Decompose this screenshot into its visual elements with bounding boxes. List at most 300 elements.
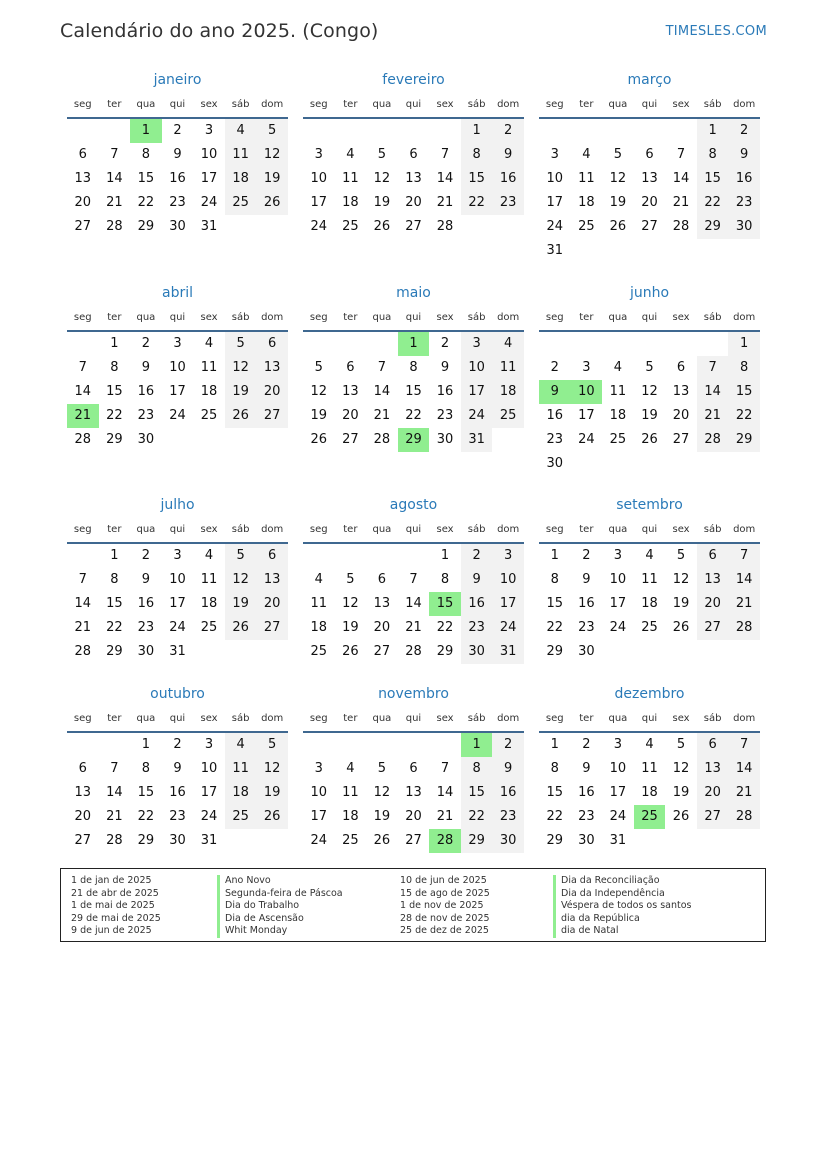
day-cell: 10 bbox=[200, 761, 218, 776]
weekday-header bbox=[303, 99, 524, 117]
weekday-label: dom bbox=[497, 524, 520, 535]
day-cell: 7 bbox=[440, 147, 450, 162]
day-cell: 25 bbox=[342, 219, 359, 234]
legend-date: 29 de mai de 2025 bbox=[71, 912, 161, 924]
day-cell: 19 bbox=[225, 380, 257, 404]
weekday-label: seg bbox=[545, 524, 564, 535]
day-cell: 28 bbox=[728, 616, 760, 640]
weekday-header bbox=[303, 713, 524, 731]
legend-date: 1 de mai de 2025 bbox=[71, 900, 155, 912]
day-cell: 5 bbox=[377, 147, 387, 162]
day-cell: 12 bbox=[373, 171, 391, 186]
day-cell: 22 bbox=[546, 620, 564, 635]
day-cell: 29 bbox=[546, 644, 564, 659]
day-cell: 29 bbox=[137, 219, 155, 234]
weekday-label: sex bbox=[436, 524, 454, 535]
day-cell: 5 bbox=[377, 761, 387, 776]
day-cell: 20 bbox=[641, 195, 658, 210]
day-cell: 8 bbox=[697, 143, 729, 167]
day-cell: 19 bbox=[672, 785, 690, 800]
legend-holiday-name: Dia da Reconciliação bbox=[553, 875, 691, 888]
day-cell: 4 bbox=[645, 548, 654, 563]
day-cell: 15 bbox=[546, 785, 564, 800]
weekday-label: qua bbox=[136, 713, 156, 724]
day-cell: 3 bbox=[613, 548, 623, 563]
day-cell: 6 bbox=[256, 544, 288, 568]
day-cell: 3 bbox=[492, 544, 524, 568]
day-cell: 8 bbox=[110, 572, 119, 587]
day-cell: 23 bbox=[728, 191, 760, 215]
day-cell: 29 bbox=[106, 644, 123, 659]
day-cell: 31 bbox=[200, 219, 218, 234]
day-cell: 19 bbox=[342, 620, 359, 635]
weekday-label: dom bbox=[733, 99, 756, 110]
day-cell: 4 bbox=[492, 332, 524, 356]
weekday-label: ter bbox=[579, 713, 594, 724]
day-cell: 2 bbox=[141, 548, 151, 563]
weekday-label: dom bbox=[733, 524, 756, 535]
weekday-label: qua bbox=[136, 524, 156, 535]
day-cell: 12 bbox=[310, 384, 328, 399]
weekday-label: sáb bbox=[467, 713, 486, 724]
day-cell: 6 bbox=[377, 572, 387, 587]
weekday-label: sex bbox=[672, 524, 690, 535]
day-cell: 7 bbox=[676, 147, 686, 162]
weekday-label: dom bbox=[733, 713, 756, 724]
weekday-label: sex bbox=[200, 99, 218, 110]
day-cell: 19 bbox=[225, 592, 257, 616]
day-cell: 25 bbox=[200, 620, 218, 635]
legend-left-dates bbox=[71, 875, 161, 938]
day-cell: 10 bbox=[169, 572, 186, 587]
day-cell: 3 bbox=[173, 336, 182, 351]
day-cell: 9 bbox=[492, 757, 524, 781]
day-cell: 3 bbox=[173, 548, 182, 563]
day-cell: 22 bbox=[546, 809, 564, 824]
day-cell: 6 bbox=[676, 360, 686, 375]
weekday-label: qui bbox=[169, 99, 186, 110]
month-name: dezembro bbox=[614, 686, 685, 702]
day-cell: 8 bbox=[550, 761, 559, 776]
day-cell: 30 bbox=[137, 644, 155, 659]
day-cell: 11 bbox=[609, 384, 627, 399]
month-name: novembro bbox=[378, 686, 449, 702]
day-cell: 3 bbox=[314, 761, 323, 776]
weekday-label: seg bbox=[73, 524, 92, 535]
weekday-label: qua bbox=[608, 713, 628, 724]
weekday-label: sáb bbox=[703, 524, 722, 535]
month-name: março bbox=[627, 72, 672, 88]
day-cell: 14 bbox=[106, 171, 123, 186]
holiday-day-cell: 1 bbox=[130, 119, 162, 143]
day-cell: 19 bbox=[310, 408, 328, 423]
day-cell: 5 bbox=[225, 544, 257, 568]
day-cell: 18 bbox=[342, 809, 359, 824]
weekday-label: ter bbox=[579, 99, 594, 110]
day-cell: 17 bbox=[310, 809, 328, 824]
weekday-label: ter bbox=[107, 524, 122, 535]
day-cell: 24 bbox=[200, 809, 218, 824]
day-cell: 10 bbox=[609, 761, 627, 776]
day-cell: 29 bbox=[697, 215, 729, 239]
day-cell: 25 bbox=[492, 404, 524, 428]
month-name: abril bbox=[161, 285, 193, 301]
day-cell: 4 bbox=[204, 336, 214, 351]
day-cell: 4 bbox=[204, 548, 214, 563]
day-cell: 9 bbox=[141, 572, 151, 587]
day-cell: 26 bbox=[225, 404, 257, 428]
day-cell: 12 bbox=[256, 757, 288, 781]
day-cell: 17 bbox=[609, 785, 627, 800]
day-cell: 24 bbox=[169, 620, 186, 635]
day-cell: 8 bbox=[550, 572, 559, 587]
legend-date: 1 de nov de 2025 bbox=[400, 900, 484, 912]
day-cell: 21 bbox=[697, 404, 729, 428]
legend-right-dates bbox=[400, 875, 490, 938]
day-cell: 7 bbox=[78, 360, 87, 375]
weekday-label: qui bbox=[641, 99, 658, 110]
day-cell: 16 bbox=[492, 781, 524, 805]
day-cell: 11 bbox=[641, 572, 658, 587]
day-cell: 14 bbox=[672, 171, 690, 186]
day-cell: 29 bbox=[546, 833, 564, 848]
legend-date: 28 de nov de 2025 bbox=[400, 912, 490, 924]
day-cell: 22 bbox=[436, 620, 454, 635]
day-cell: 8 bbox=[461, 143, 493, 167]
day-cell: 4 bbox=[613, 360, 623, 375]
day-cell: 10 bbox=[609, 572, 627, 587]
day-cell: 13 bbox=[373, 596, 391, 611]
day-cell: 9 bbox=[141, 360, 151, 375]
weekday-label: sáb bbox=[703, 713, 722, 724]
day-cell: 3 bbox=[204, 123, 214, 138]
day-cell: 31 bbox=[169, 644, 186, 659]
day-cell: 3 bbox=[613, 737, 623, 752]
day-cell: 23 bbox=[169, 195, 186, 210]
weekday-label: qui bbox=[169, 524, 186, 535]
day-cell: 16 bbox=[137, 596, 155, 611]
day-cell: 18 bbox=[492, 380, 524, 404]
weekday-label: sáb bbox=[231, 99, 250, 110]
legend-holiday-name: dia de Natal bbox=[553, 925, 691, 938]
weekday-label: dom bbox=[733, 312, 756, 323]
day-cell: 7 bbox=[377, 360, 387, 375]
day-cell: 22 bbox=[106, 620, 123, 635]
day-cell: 4 bbox=[346, 147, 355, 162]
day-cell: 18 bbox=[578, 195, 595, 210]
weekday-header bbox=[539, 99, 760, 117]
weekday-label: sáb bbox=[467, 524, 486, 535]
day-cell: 1 bbox=[110, 548, 119, 563]
weekday-label: sex bbox=[200, 312, 218, 323]
weekday-label: qua bbox=[136, 312, 156, 323]
day-cell: 12 bbox=[672, 572, 690, 587]
day-cell: 5 bbox=[613, 147, 623, 162]
day-cell: 10 bbox=[546, 171, 564, 186]
day-cell: 2 bbox=[440, 336, 450, 351]
day-cell: 9 bbox=[440, 360, 450, 375]
day-cell: 11 bbox=[578, 171, 595, 186]
day-cell: 16 bbox=[728, 167, 760, 191]
legend-holiday-name: dia da República bbox=[553, 913, 691, 926]
day-cell: 23 bbox=[436, 408, 454, 423]
day-cell: 21 bbox=[373, 408, 391, 423]
day-cell: 26 bbox=[609, 219, 627, 234]
weekday-header bbox=[539, 713, 760, 731]
day-cell: 15 bbox=[106, 596, 123, 611]
day-cell: 7 bbox=[110, 147, 119, 162]
day-cell: 15 bbox=[697, 167, 729, 191]
weekday-label: qui bbox=[405, 713, 422, 724]
day-cell: 18 bbox=[609, 408, 627, 423]
day-cell: 24 bbox=[546, 219, 564, 234]
day-cell: 1 bbox=[550, 737, 559, 752]
day-cell: 30 bbox=[578, 644, 595, 659]
day-cell: 12 bbox=[225, 356, 257, 380]
day-cell: 10 bbox=[310, 171, 328, 186]
day-cell: 22 bbox=[728, 404, 760, 428]
day-cell: 27 bbox=[672, 432, 690, 447]
day-cell: 26 bbox=[225, 616, 257, 640]
weekday-label: qui bbox=[405, 312, 422, 323]
weekday-label: ter bbox=[343, 99, 358, 110]
day-cell: 20 bbox=[697, 781, 729, 805]
day-cell: 30 bbox=[461, 640, 493, 664]
day-cell: 4 bbox=[645, 737, 654, 752]
day-cell: 23 bbox=[492, 191, 524, 215]
day-cell: 15 bbox=[461, 781, 493, 805]
day-cell: 30 bbox=[492, 829, 524, 853]
day-cell: 19 bbox=[373, 809, 391, 824]
weekday-label: qui bbox=[169, 713, 186, 724]
day-cell: 2 bbox=[141, 336, 151, 351]
day-cell: 21 bbox=[728, 592, 760, 616]
day-cell: 11 bbox=[492, 356, 524, 380]
day-cell: 11 bbox=[225, 757, 257, 781]
weekday-label: seg bbox=[545, 713, 564, 724]
legend-holiday-name: Véspera de todos os santos bbox=[553, 900, 691, 913]
day-cell: 16 bbox=[436, 384, 454, 399]
header-rule bbox=[539, 330, 760, 332]
day-cell: 12 bbox=[672, 761, 690, 776]
day-cell: 13 bbox=[342, 384, 359, 399]
day-cell: 18 bbox=[641, 596, 658, 611]
day-cell: 8 bbox=[141, 761, 151, 776]
day-cell: 16 bbox=[578, 596, 595, 611]
day-cell: 8 bbox=[440, 572, 450, 587]
day-cell: 23 bbox=[169, 809, 186, 824]
day-cell: 16 bbox=[137, 384, 155, 399]
day-cell: 17 bbox=[200, 171, 218, 186]
day-cell: 26 bbox=[256, 805, 288, 829]
day-cell: 27 bbox=[342, 432, 359, 447]
day-cell: 31 bbox=[546, 243, 564, 258]
day-cell: 10 bbox=[169, 360, 186, 375]
weekday-label: ter bbox=[107, 99, 122, 110]
weekday-label: sáb bbox=[703, 99, 722, 110]
day-cell: 22 bbox=[697, 191, 729, 215]
day-cell: 26 bbox=[310, 432, 328, 447]
day-cell: 31 bbox=[609, 833, 627, 848]
day-cell: 26 bbox=[342, 644, 359, 659]
legend-holiday-name: Dia de Ascensão bbox=[217, 913, 343, 926]
day-cell: 7 bbox=[78, 572, 87, 587]
day-cell: 25 bbox=[641, 620, 658, 635]
day-cell: 23 bbox=[578, 620, 595, 635]
day-cell: 17 bbox=[578, 408, 595, 423]
weekday-header bbox=[539, 524, 760, 542]
day-cell: 23 bbox=[546, 432, 564, 447]
day-cell: 6 bbox=[697, 733, 729, 757]
legend-holiday-name: Dia do Trabalho bbox=[217, 900, 343, 913]
holiday-day-cell: 9 bbox=[539, 380, 571, 404]
legend-date: 9 de jun de 2025 bbox=[71, 925, 152, 937]
weekday-label: ter bbox=[343, 713, 358, 724]
weekday-header bbox=[67, 312, 288, 330]
day-cell: 4 bbox=[225, 733, 257, 757]
weekday-label: sex bbox=[436, 312, 454, 323]
legend-holiday-name: Dia da Independência bbox=[553, 888, 691, 901]
day-cell: 5 bbox=[256, 119, 288, 143]
brand-link[interactable]: TIMESLES.COM bbox=[665, 24, 767, 39]
weekday-label: qua bbox=[372, 524, 392, 535]
day-cell: 13 bbox=[256, 356, 288, 380]
day-cell: 7 bbox=[728, 733, 760, 757]
weekday-label: sex bbox=[436, 713, 454, 724]
day-cell: 24 bbox=[609, 809, 627, 824]
day-cell: 19 bbox=[373, 195, 391, 210]
day-cell: 19 bbox=[641, 408, 658, 423]
weekday-label: seg bbox=[545, 99, 564, 110]
day-cell: 20 bbox=[74, 195, 92, 210]
day-cell: 5 bbox=[314, 360, 323, 375]
day-cell: 28 bbox=[106, 219, 123, 234]
weekday-label: qui bbox=[641, 524, 658, 535]
weekday-label: qua bbox=[136, 99, 156, 110]
weekday-label: ter bbox=[579, 524, 594, 535]
day-cell: 20 bbox=[256, 380, 288, 404]
day-cell: 8 bbox=[461, 757, 493, 781]
weekday-header bbox=[539, 312, 760, 330]
day-cell: 6 bbox=[697, 544, 729, 568]
weekday-label: dom bbox=[497, 99, 520, 110]
weekday-label: seg bbox=[309, 524, 328, 535]
day-cell: 29 bbox=[461, 829, 493, 853]
day-cell: 24 bbox=[169, 408, 186, 423]
weekday-label: dom bbox=[261, 524, 284, 535]
day-cell: 11 bbox=[342, 785, 359, 800]
day-cell: 15 bbox=[728, 380, 760, 404]
day-cell: 18 bbox=[641, 785, 658, 800]
day-cell: 18 bbox=[200, 384, 218, 399]
day-cell: 21 bbox=[728, 781, 760, 805]
day-cell: 12 bbox=[256, 143, 288, 167]
weekday-label: qui bbox=[405, 524, 422, 535]
day-cell: 9 bbox=[173, 761, 182, 776]
day-cell: 11 bbox=[310, 596, 328, 611]
month-name: fevereiro bbox=[382, 72, 445, 88]
day-cell: 17 bbox=[461, 380, 493, 404]
day-cell: 5 bbox=[256, 733, 288, 757]
weekday-label: ter bbox=[107, 312, 122, 323]
day-cell: 5 bbox=[676, 737, 686, 752]
day-cell: 21 bbox=[405, 620, 422, 635]
weekday-label: seg bbox=[309, 713, 328, 724]
day-cell: 2 bbox=[492, 733, 524, 757]
month-name: janeiro bbox=[153, 72, 202, 88]
month-name: setembro bbox=[616, 497, 683, 513]
day-cell: 30 bbox=[728, 215, 760, 239]
month-name: junho bbox=[629, 285, 670, 301]
day-cell: 1 bbox=[697, 119, 729, 143]
day-cell: 19 bbox=[609, 195, 627, 210]
day-cell: 15 bbox=[106, 384, 123, 399]
day-cell: 30 bbox=[169, 219, 186, 234]
day-cell: 27 bbox=[74, 219, 92, 234]
weekday-label: dom bbox=[497, 312, 520, 323]
day-cell: 27 bbox=[697, 805, 729, 829]
day-cell: 1 bbox=[728, 332, 760, 356]
day-cell: 8 bbox=[409, 360, 418, 375]
day-cell: 14 bbox=[405, 596, 422, 611]
day-cell: 28 bbox=[74, 644, 92, 659]
day-cell: 24 bbox=[492, 616, 524, 640]
day-cell: 29 bbox=[436, 644, 454, 659]
day-cell: 8 bbox=[141, 147, 151, 162]
day-cell: 14 bbox=[436, 785, 454, 800]
weekday-label: sex bbox=[672, 312, 690, 323]
day-cell: 25 bbox=[342, 833, 359, 848]
day-cell: 10 bbox=[492, 568, 524, 592]
day-cell: 30 bbox=[169, 833, 186, 848]
holiday-day-cell: 25 bbox=[634, 805, 666, 829]
day-cell: 4 bbox=[582, 147, 591, 162]
legend-date: 25 de dez de 2025 bbox=[400, 925, 489, 937]
day-cell: 25 bbox=[225, 191, 257, 215]
day-cell: 2 bbox=[173, 123, 182, 138]
day-cell: 3 bbox=[582, 360, 591, 375]
day-cell: 24 bbox=[609, 620, 627, 635]
day-cell: 15 bbox=[461, 167, 493, 191]
legend-date: 21 de abr de 2025 bbox=[71, 887, 159, 899]
day-cell: 18 bbox=[342, 195, 359, 210]
day-cell: 20 bbox=[256, 592, 288, 616]
day-cell: 20 bbox=[74, 809, 92, 824]
day-cell: 16 bbox=[492, 167, 524, 191]
day-cell: 28 bbox=[74, 432, 92, 447]
day-cell: 9 bbox=[582, 572, 591, 587]
legend-date: 10 de jun de 2025 bbox=[400, 875, 487, 886]
day-cell: 21 bbox=[672, 195, 690, 210]
day-cell: 24 bbox=[200, 195, 218, 210]
day-cell: 5 bbox=[225, 332, 257, 356]
day-cell: 14 bbox=[74, 596, 92, 611]
day-cell: 25 bbox=[310, 644, 328, 659]
day-cell: 17 bbox=[492, 592, 524, 616]
weekday-label: seg bbox=[309, 99, 328, 110]
weekday-label: qua bbox=[608, 99, 628, 110]
day-cell: 17 bbox=[609, 596, 627, 611]
day-cell: 2 bbox=[582, 548, 591, 563]
day-cell: 20 bbox=[405, 195, 422, 210]
weekday-header bbox=[303, 312, 524, 330]
legend-date: 15 de ago de 2025 bbox=[400, 887, 490, 899]
day-cell: 4 bbox=[346, 761, 355, 776]
day-cell: 15 bbox=[546, 596, 564, 611]
day-cell: 25 bbox=[578, 219, 595, 234]
day-cell: 6 bbox=[346, 360, 355, 375]
day-cell: 22 bbox=[137, 195, 155, 210]
